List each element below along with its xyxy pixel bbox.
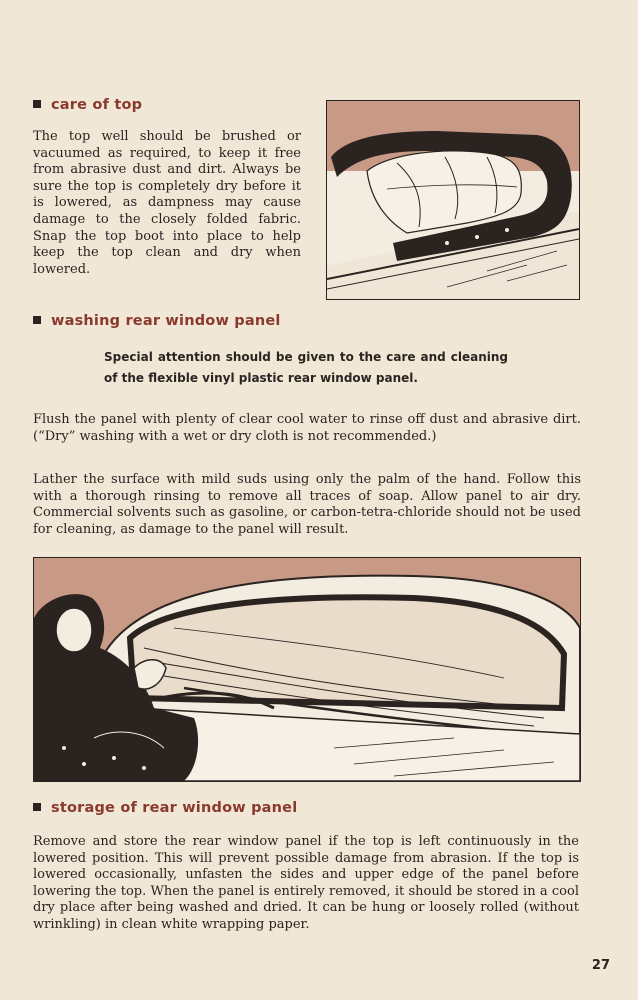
bullet-icon	[33, 803, 41, 811]
heading-storage-of-rear-window-panel	[33, 800, 297, 816]
bullet-icon	[33, 316, 41, 324]
heading-text: washing rear window panel	[51, 313, 281, 329]
bullet-icon	[33, 100, 41, 108]
heading-washing-rear-window-panel	[33, 313, 281, 329]
heading-text: care of top	[51, 97, 143, 113]
folded-top-illustration	[326, 100, 580, 300]
heading-text: storage of rear window panel	[51, 800, 298, 816]
flush-panel-paragraph: Flush the panel with plenty of clear cool water to rinse off dust and abrasive dirt. (“Dry” washing with a wet or dry cloth is not recommended.)	[33, 412, 581, 444]
washing-window-illustration	[33, 557, 581, 782]
care-of-top-paragraph: The top well should be brushed or vacuumed as required, to keep it free from abrasive dust and dirt. Always be sure the top is completely dry before it is lowered, as dampness may cause damage to the closely folded fabric. Snap the top boot into place to help keep the top clean and dry when lowered.	[33, 129, 301, 277]
heading-care-of-top	[33, 97, 142, 113]
washing-window-drawing	[34, 558, 580, 781]
folded-top-drawing	[327, 101, 579, 299]
storage-paragraph: Remove and store the rear window panel if the top is left continuously in the lowered position. This will prevent possible damage from abrasion. If the top is lowered occasionally, unfasten the sides and upper edge of the panel before lowering the top. When the panel is entirely removed, it should be stored in a cool dry place after being washed and dried. It can be hung or loosely rolled (without wrinkling) in clean white wrapping paper.	[33, 834, 579, 932]
page-number: 27	[591, 958, 610, 973]
lather-surface-paragraph: Lather the surface with mild suds using only the palm of the hand. Follow this with a thorough rinsing to remove all traces of soap. Allow panel to air dry. Commercial solvents such as gasoline, or carbon-tetra-chloride should not be used for cleaning, as damage to the panel will result.	[33, 472, 581, 537]
special-attention-note: Special attention should be given to the care and cleaning of the flexible vinyl plastic rear window panel.	[104, 350, 508, 385]
